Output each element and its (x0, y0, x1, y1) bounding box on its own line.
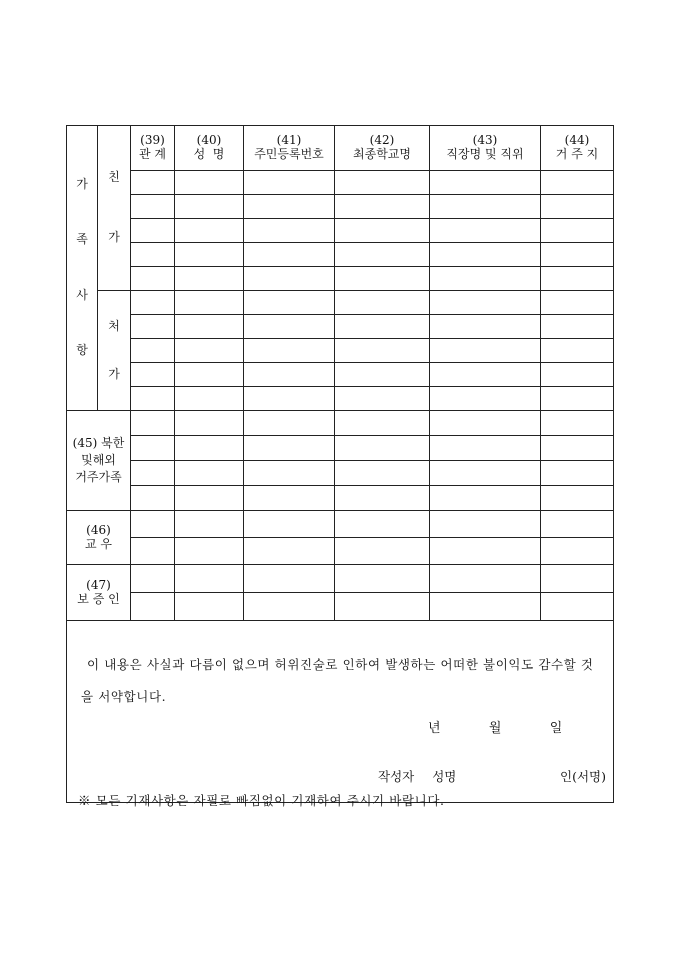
table-cell[interactable] (131, 461, 175, 486)
table-cell[interactable] (430, 411, 541, 436)
table-cell[interactable] (541, 538, 614, 565)
table-cell[interactable] (175, 363, 244, 387)
seal-label: 인(서명) (560, 769, 606, 784)
table-cell[interactable] (335, 243, 430, 267)
table-cell[interactable] (541, 219, 614, 243)
family-group-char: 가 (76, 176, 88, 191)
table-cell[interactable] (430, 486, 541, 511)
own-family-label (98, 126, 131, 291)
col-header-resident-number: (41) 주민등록번호 (244, 126, 335, 171)
col-header-residence: (44) 거 주 지 (541, 126, 614, 171)
day-label: 일 (549, 721, 563, 736)
table-cell[interactable] (244, 538, 335, 565)
table-cell[interactable] (175, 593, 244, 621)
table-cell[interactable] (175, 565, 244, 593)
col-header-last-school: (42) 최종학교명 (335, 126, 430, 171)
table-cell[interactable] (430, 315, 541, 339)
table-cell[interactable] (335, 339, 430, 363)
table-cell[interactable] (175, 511, 244, 538)
date-line (428, 722, 562, 737)
table-cell[interactable] (131, 339, 175, 363)
family-group-label (67, 126, 98, 411)
table-cell[interactable] (175, 267, 244, 291)
table-cell[interactable] (175, 411, 244, 436)
own-family-char: 가 (108, 230, 120, 245)
table-cell[interactable] (335, 387, 430, 411)
table-cell[interactable] (244, 387, 335, 411)
table-cell[interactable] (430, 267, 541, 291)
family-info-table (66, 125, 614, 803)
table-cell[interactable] (335, 593, 430, 621)
table-cell[interactable] (541, 339, 614, 363)
table-cell[interactable] (541, 243, 614, 267)
table-cell[interactable] (244, 363, 335, 387)
table-cell[interactable] (541, 387, 614, 411)
table-cell[interactable] (335, 195, 430, 219)
table-cell[interactable] (430, 461, 541, 486)
table-cell[interactable] (335, 565, 430, 593)
guarantor-label: (47) 보 증 인 (67, 565, 131, 621)
table-cell[interactable] (175, 315, 244, 339)
table-cell[interactable] (244, 565, 335, 593)
table-cell[interactable] (541, 315, 614, 339)
table-cell[interactable] (131, 315, 175, 339)
table-cell[interactable] (335, 267, 430, 291)
table-cell[interactable] (541, 171, 614, 195)
table-cell[interactable] (541, 363, 614, 387)
table-cell[interactable] (131, 171, 175, 195)
table-cell[interactable] (244, 486, 335, 511)
table-cell[interactable] (430, 511, 541, 538)
table-cell[interactable] (430, 195, 541, 219)
table-cell[interactable] (131, 511, 175, 538)
in-law-char: 가 (108, 366, 120, 381)
table-cell[interactable] (541, 195, 614, 219)
table-cell[interactable] (131, 486, 175, 511)
table-cell[interactable] (244, 411, 335, 436)
table-cell[interactable] (244, 291, 335, 315)
table-cell[interactable] (175, 538, 244, 565)
table-cell[interactable] (175, 243, 244, 267)
author-label: 작성자 (378, 769, 415, 784)
table-cell[interactable] (335, 538, 430, 565)
table-cell[interactable] (131, 565, 175, 593)
table-cell[interactable] (430, 593, 541, 621)
table-cell[interactable] (541, 267, 614, 291)
pledge-statement: 이 내용은 사실과 다름이 없으며 허위진술로 인하여 발생하는 어떠한 불이익도 감수할 것을 서약합니다. (81, 657, 594, 704)
table-cell[interactable] (430, 538, 541, 565)
own-family-char: 친 (108, 170, 120, 185)
table-cell[interactable] (175, 387, 244, 411)
table-cell[interactable] (541, 486, 614, 511)
table-cell[interactable] (541, 593, 614, 621)
family-group-char: 항 (76, 343, 88, 358)
table-cell[interactable] (131, 538, 175, 565)
table-cell[interactable] (430, 243, 541, 267)
table-cell[interactable] (335, 511, 430, 538)
table-cell[interactable] (131, 387, 175, 411)
col-header-name: (40) 성 명 (175, 126, 244, 171)
family-group-char: 족 (76, 232, 88, 247)
table-cell[interactable] (131, 291, 175, 315)
table-cell[interactable] (244, 461, 335, 486)
table-cell[interactable] (244, 436, 335, 461)
table-cell[interactable] (541, 411, 614, 436)
col-header-workplace-position: (43) 직장명 및 직위 (430, 126, 541, 171)
table-cell[interactable] (541, 565, 614, 593)
table-cell[interactable] (131, 436, 175, 461)
table-cell[interactable] (430, 171, 541, 195)
table-cell[interactable] (541, 436, 614, 461)
table-cell[interactable] (131, 195, 175, 219)
friends-label: (46) 교 우 (67, 511, 131, 565)
name-label: 성명 (432, 769, 457, 784)
table-cell[interactable] (244, 219, 335, 243)
table-cell[interactable] (541, 511, 614, 538)
table-cell[interactable] (131, 593, 175, 621)
table-cell[interactable] (335, 486, 430, 511)
footer-note: ※ 모든 기재사항은 자필로 빠짐없이 기재하여 주시기 바랍니다. (78, 793, 445, 808)
table-cell[interactable] (244, 593, 335, 621)
table-cell[interactable] (244, 511, 335, 538)
table-cell[interactable] (335, 219, 430, 243)
table-cell[interactable] (430, 363, 541, 387)
header-row (67, 126, 614, 171)
table-cell[interactable] (430, 219, 541, 243)
table-cell[interactable] (430, 339, 541, 363)
table-cell[interactable] (244, 315, 335, 339)
table-cell[interactable] (175, 461, 244, 486)
table-cell[interactable] (541, 291, 614, 315)
year-label: 년 (428, 721, 441, 736)
table-cell[interactable] (244, 243, 335, 267)
table-cell[interactable] (430, 565, 541, 593)
table-cell[interactable] (244, 171, 335, 195)
table-cell[interactable] (175, 291, 244, 315)
in-law-label (98, 291, 131, 411)
table-cell[interactable] (244, 195, 335, 219)
table-cell[interactable] (131, 219, 175, 243)
table-cell[interactable] (131, 243, 175, 267)
in-law-char: 처 (108, 318, 120, 333)
table-cell[interactable] (244, 339, 335, 363)
table-cell[interactable] (244, 267, 335, 291)
table-cell[interactable] (430, 387, 541, 411)
table-cell[interactable] (175, 171, 244, 195)
table-cell[interactable] (175, 195, 244, 219)
family-group-char: 사 (76, 287, 88, 302)
table-cell[interactable] (335, 461, 430, 486)
table-cell[interactable] (335, 436, 430, 461)
table-cell[interactable] (175, 486, 244, 511)
statement-section (67, 621, 614, 803)
table-cell[interactable] (335, 291, 430, 315)
table-cell[interactable] (430, 436, 541, 461)
overseas-family-label: (45) 북한 및해외 거주가족 (67, 411, 131, 511)
table-cell[interactable] (131, 411, 175, 436)
table-cell[interactable] (175, 219, 244, 243)
table-cell[interactable] (335, 171, 430, 195)
table-cell[interactable] (541, 461, 614, 486)
table-cell[interactable] (131, 267, 175, 291)
table-cell[interactable] (335, 411, 430, 436)
table-cell[interactable] (335, 363, 430, 387)
table-cell[interactable] (131, 363, 175, 387)
table-cell[interactable] (175, 436, 244, 461)
table-cell[interactable] (335, 315, 430, 339)
month-label: 월 (488, 721, 502, 736)
signature-line (378, 770, 606, 784)
col-header-relation: (39) 관 계 (131, 126, 175, 171)
table-cell[interactable] (175, 339, 244, 363)
table-cell[interactable] (430, 291, 541, 315)
